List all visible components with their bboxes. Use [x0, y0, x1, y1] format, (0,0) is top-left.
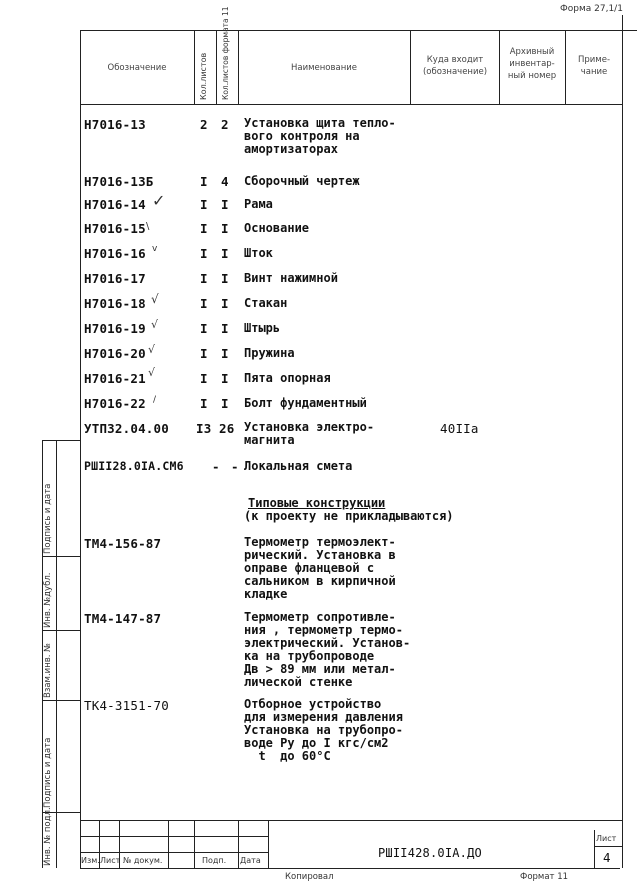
row-name: Пружина	[244, 346, 295, 360]
row-sheets: I	[200, 296, 208, 311]
check-mark: √	[151, 318, 159, 331]
stamp-line	[594, 846, 622, 847]
row-format: -	[231, 459, 239, 474]
row-sheets: 2	[200, 117, 208, 132]
col-line	[194, 30, 195, 104]
side-label-podpis-2: Подпись и дата	[43, 483, 53, 554]
row-sheets: I	[200, 221, 208, 236]
stamp-col	[168, 820, 169, 868]
row-format: I	[221, 271, 229, 286]
stamp-izm: Изм.	[81, 856, 100, 865]
stamp-line	[80, 836, 268, 837]
row-name: Локальная смета	[244, 459, 353, 473]
row-code: H7016-15	[84, 221, 146, 236]
row-format: I	[221, 321, 229, 336]
col-line	[238, 30, 239, 104]
header-archive: Архивный инвентар-ный номер	[507, 47, 557, 81]
stamp-line	[80, 852, 268, 853]
typical-name: Отборное устройство для измерения давления Установка на трубопро- воде Ру до I кгс/см2 t до 60°С	[244, 697, 403, 763]
stamp-podp: Подп.	[202, 856, 227, 865]
col-line	[238, 820, 239, 868]
side-sep	[42, 630, 80, 631]
stamp-list: Лист	[100, 856, 121, 865]
header-designation: Обозначение	[107, 63, 167, 73]
form-label: Форма 27,1/1	[560, 4, 623, 14]
row-format: I	[221, 346, 229, 361]
check-mark: √	[148, 366, 156, 379]
check-mark: √	[148, 343, 156, 356]
typical-code: TK4-3151-70	[84, 698, 169, 713]
row-name: Установка электро- магнита	[244, 420, 375, 447]
side-label-podpis-1: Подпись и дата	[43, 737, 53, 808]
header-where-used: Куда входит (обозначение)	[422, 55, 488, 77]
header-sheets: Кол.листов	[199, 52, 208, 100]
frame-left	[80, 30, 81, 868]
row-sheets: I	[200, 371, 208, 386]
col-line	[499, 30, 500, 104]
row-name: Рама	[244, 197, 273, 211]
row-sheets: I	[200, 321, 208, 336]
row-format: I	[221, 396, 229, 411]
row-name: Сборочный чертеж	[244, 174, 360, 188]
row-sheets: I	[200, 271, 208, 286]
stamp-col	[594, 830, 595, 868]
section-subtitle: (к проекту не прикладываются)	[244, 509, 454, 523]
row-code: H7016-14	[84, 197, 146, 212]
side-label-vzam-inv: Взам.инв. №	[43, 642, 53, 698]
row-code: УТП32.04.00	[84, 421, 169, 436]
row-where-used: 40IIa	[440, 421, 479, 436]
row-code: H7016-19	[84, 321, 146, 336]
row-code: H7016-13Б	[84, 174, 154, 189]
check-mark: \	[146, 221, 150, 232]
col-line	[410, 30, 411, 104]
row-code: H7016-22	[84, 396, 146, 411]
row-format: 2	[221, 117, 229, 132]
side-sep	[42, 440, 80, 441]
row-code: H7016-21	[84, 371, 146, 386]
row-sheets: I	[200, 396, 208, 411]
side-sep	[42, 556, 80, 557]
stamp-line	[80, 820, 622, 821]
typical-code: TM4-156-87	[84, 536, 162, 551]
row-sheets: I	[200, 246, 208, 261]
document-code: PШII428.0IA.ДО	[378, 846, 482, 860]
row-name: Пята опорная	[244, 371, 331, 385]
row-sheets: I3	[196, 421, 212, 436]
frame-right	[622, 15, 623, 868]
row-format: 26	[219, 421, 235, 436]
check-mark: /	[153, 395, 157, 405]
row-sheets: -	[212, 459, 220, 474]
row-name: Штырь	[244, 321, 281, 335]
row-sheets: I	[200, 197, 208, 212]
stamp-doc: № докум.	[123, 856, 163, 865]
row-code: H7016-16	[84, 246, 146, 261]
check-mark: ✓	[152, 191, 166, 210]
row-name: Основание	[244, 221, 310, 235]
check-mark: √	[151, 292, 159, 306]
col-line	[194, 820, 195, 868]
row-sheets: I	[200, 174, 208, 189]
format-label: Формат 11	[520, 872, 569, 882]
col-line	[565, 30, 566, 104]
side-line	[56, 440, 57, 868]
row-code: H7016-17	[84, 271, 146, 286]
check-mark: v	[152, 244, 158, 254]
copied-label: Копировал	[285, 872, 334, 882]
stamp-col	[268, 820, 269, 868]
row-format: 4	[221, 174, 229, 189]
row-format: I	[221, 197, 229, 212]
side-sep	[42, 700, 80, 701]
typical-name: Термометр сопротивле- ния , термометр термо- электрический. Установ- ка на трубопроводе Дв > 89 мм или метал- лической стенке	[244, 610, 411, 689]
frame-top	[80, 30, 637, 31]
row-format: I	[221, 221, 229, 236]
row-code: H7016-20	[84, 346, 146, 361]
header-format: Кол.листов формата 11	[221, 6, 230, 100]
row-name: Установка щита тепло- вого контроля на амортизаторах	[244, 116, 396, 156]
typical-name: Термометр термоэлект- рический. Установка в оправе фланцевой с сальником в кирпичной кладке	[244, 535, 396, 601]
side-label-inv-podl: Инв. № подл.	[43, 807, 53, 866]
row-name: Стакан	[244, 296, 288, 310]
section-title: Типовые конструкции	[248, 496, 386, 510]
row-name: Шток	[244, 246, 273, 260]
sheet-number: 4	[603, 850, 611, 865]
row-name: Винт нажимной	[244, 271, 338, 285]
row-format: I	[221, 371, 229, 386]
row-name: Болт фундаментный	[244, 396, 367, 410]
stamp-sheet-label: Лист	[596, 834, 617, 843]
header-name: Наименование	[290, 63, 358, 73]
row-code: H7016-18	[84, 296, 146, 311]
frame-bottom	[80, 868, 620, 869]
typical-code: TM4-147-87	[84, 611, 162, 626]
header-bottom-line	[80, 104, 622, 105]
row-code: PШII28.0IA.CM6	[84, 459, 184, 473]
side-label-inv-dubl: Инв. №дубл.	[43, 572, 53, 628]
row-code: H7016-13	[84, 117, 146, 132]
row-format: I	[221, 246, 229, 261]
row-format: I	[221, 296, 229, 311]
stamp-data: Дата	[240, 856, 261, 865]
header-note: Приме-чание	[577, 55, 611, 77]
col-line	[216, 30, 217, 104]
row-sheets: I	[200, 346, 208, 361]
